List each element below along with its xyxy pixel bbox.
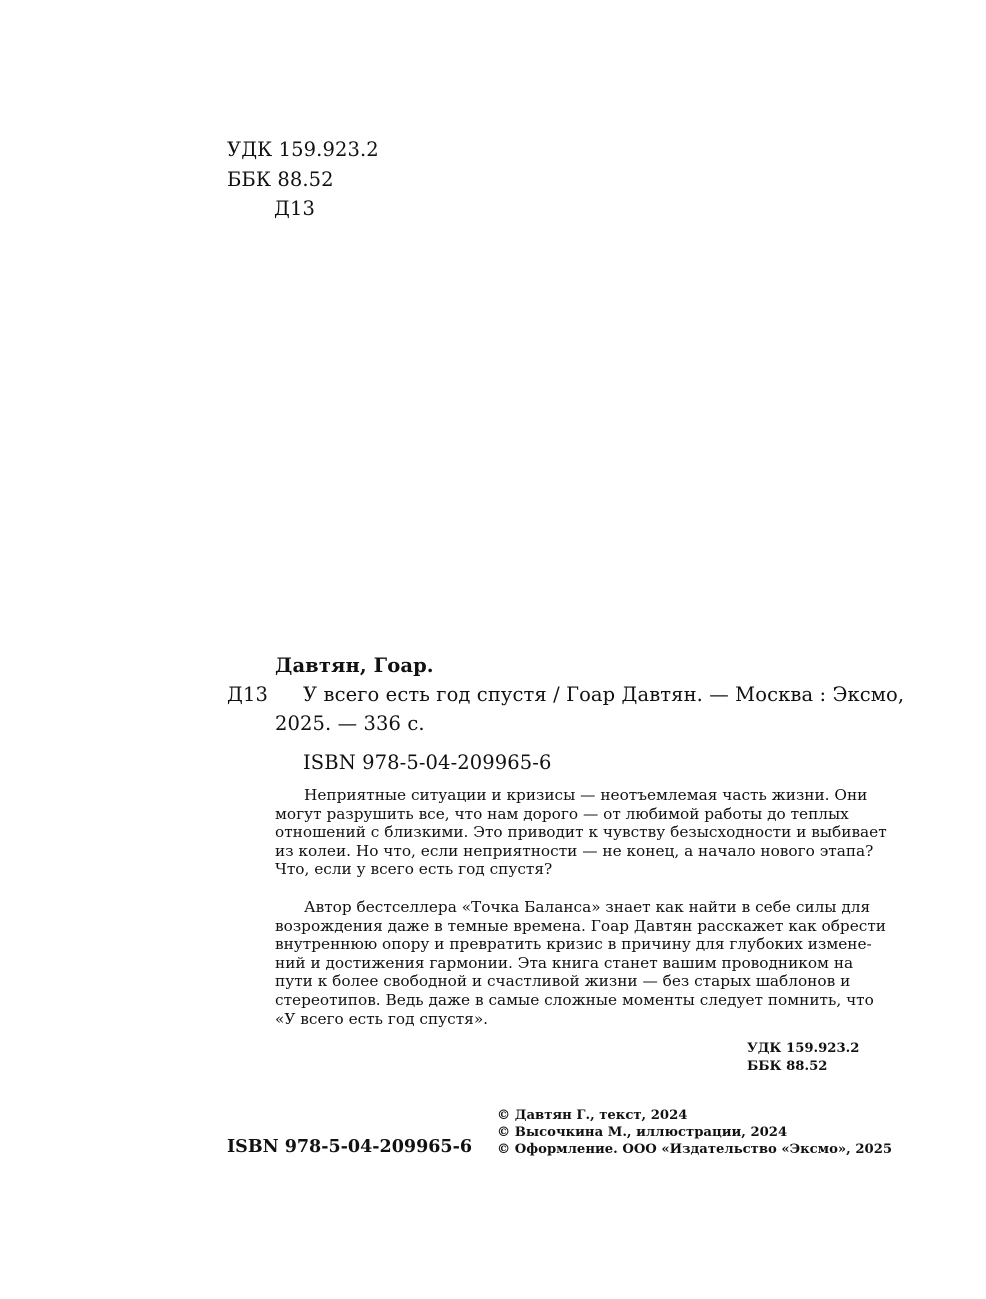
copyright-line: © Высочкина М., иллюстрации, 2024 [497, 1125, 788, 1140]
annotation-line: пути к более свободной и счастливой жизни — без старых шаблонов и [275, 972, 851, 991]
annotation-paragraph-1 [275, 786, 887, 879]
footer-isbn: ISBN 978-5-04-209965-6 [227, 1137, 473, 1157]
copyright-block [497, 1107, 893, 1158]
annotation-line: из колеи. Но что, если неприятности — не конец, а начало нового этапа? [275, 841, 874, 860]
annotation-line: внутреннюю опору и превратить кризис в причину для глубоких измене- [275, 935, 872, 954]
annotation-paragraph-2 [275, 898, 886, 1028]
record-author-sign: Д13 [227, 683, 268, 706]
annotation-line: возрождения даже в темные времена. Гоар Давтян расскажет как обрести [275, 916, 886, 935]
record-author: Давтян, Гоар. [275, 654, 434, 677]
annotation-line: стереотипов. Ведь даже в самые сложные моменты следует помнить, что [275, 990, 874, 1009]
annotation-line: могут разрушить все, что нам дорого — от любимой работы до теплых [275, 804, 849, 823]
annotation-line: ний и достижения гармонии. Эта книга станет вашим проводником на [275, 953, 854, 972]
annotation-line: «У всего есть год спустя». [275, 1009, 489, 1028]
record-title-line-2: 2025. — 336 с. [275, 712, 425, 735]
classification-codes [747, 1040, 859, 1076]
annotation-line: Что, если у всего есть год спустя? [275, 860, 553, 879]
author-sign-top: Д13 [274, 197, 315, 220]
record-isbn: ISBN 978-5-04-209965-6 [303, 751, 552, 774]
bbk-code-bottom: ББК 88.52 [747, 1059, 828, 1074]
copyright-line: © Оформление. ООО «Издательство «Эксмо», 2025 [497, 1142, 893, 1157]
record-title-line-1: У всего есть год спустя / Гоар Давтян. — Москва : Эксмо, [303, 683, 905, 706]
copyright-line: © Давтян Г., текст, 2024 [497, 1108, 688, 1123]
annotation-line: отношений с близкими. Это приводит к чувству безысходности и выбивает [275, 823, 887, 842]
udk-code-top: УДК 159.923.2 [227, 138, 379, 161]
bbk-code-top: ББК 88.52 [227, 168, 334, 191]
annotation-line: Неприятные ситуации и кризисы — неотъемлемая часть жизни. Они [304, 786, 868, 804]
udk-code-bottom: УДК 159.923.2 [747, 1041, 860, 1056]
annotation-line: Автор бестселлера «Точка Баланса» знает как найти в себе силы для [304, 898, 871, 916]
